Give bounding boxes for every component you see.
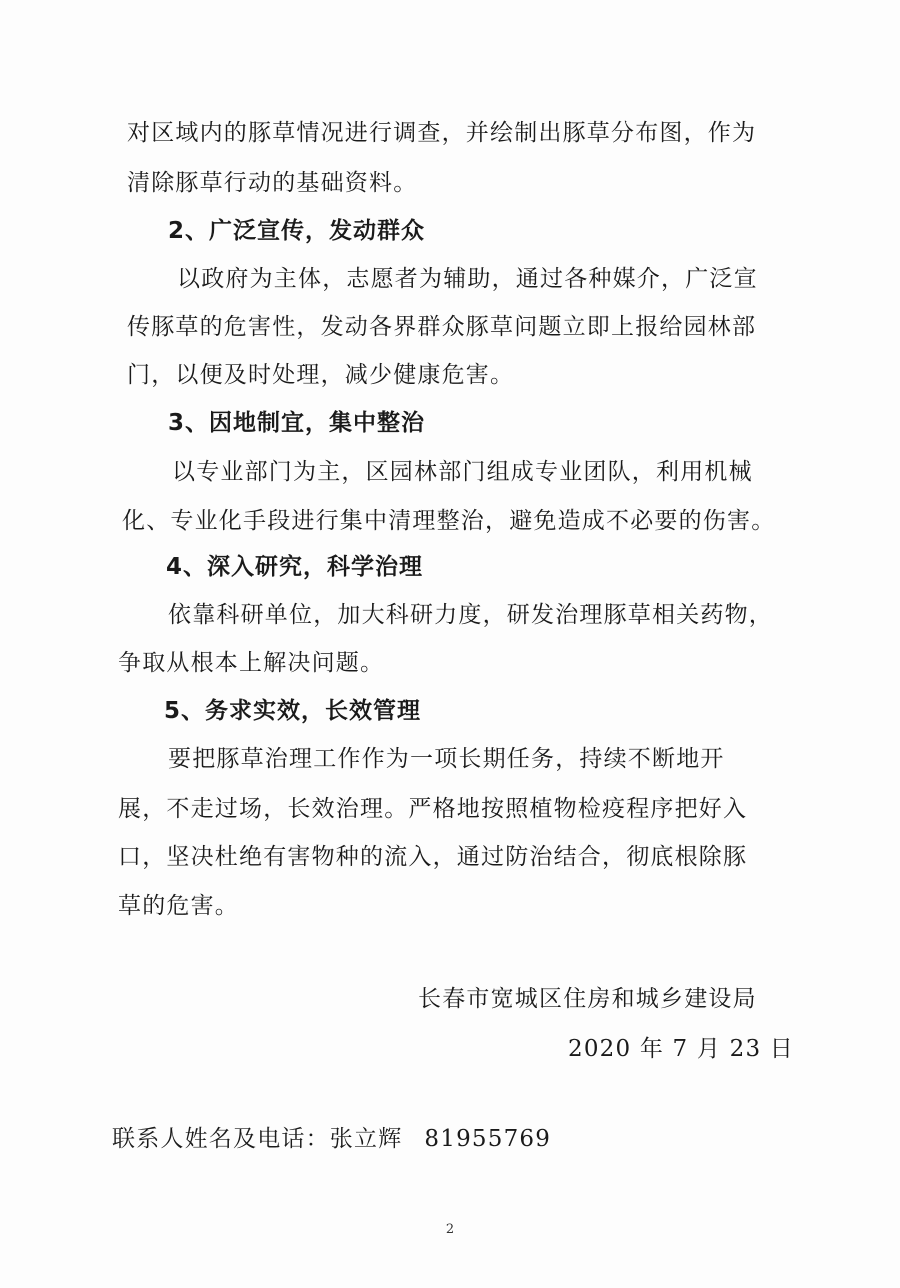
contact-line [112,1124,551,1154]
page-number: 2 [445,1222,455,1237]
paragraph-2-line-3: 门，以便及时处理，减少健康危害。 [127,362,515,388]
contact-label: 联系人姓名及电话：张立辉 [112,1126,403,1152]
paragraph-1-line-1: 对区域内的豚草情况进行调查，并绘制出豚草分布图，作为 [127,120,757,146]
signature-organization: 长春市宽城区住房和城乡建设局 [418,986,757,1012]
paragraph-5-line-3: 口，坚决杜绝有害物种的流入，通过防治结合，彻底根除豚 [118,844,748,870]
section-heading-2: 2、广泛宣传，发动群众 [168,218,426,244]
paragraph-3-line-1: 以专业部门为主，区园林部门组成专业团队，利用机械 [172,459,753,485]
signature-date: 2020 年 7 月 23 日 [568,1036,794,1062]
paragraph-4-line-2: 争取从根本上解决问题。 [118,650,385,676]
paragraph-5-line-4: 草的危害。 [118,893,239,919]
paragraph-5-line-2: 展，不走过场，长效治理。严格地按照植物检疫程序把好入 [118,796,748,822]
section-heading-3: 3、因地制宜，集中整治 [168,410,426,436]
paragraph-5-line-1: 要把豚草治理工作作为一项长期任务，持续不断地开 [168,746,725,772]
paragraph-1-line-2: 清除豚草行动的基础资料。 [127,170,418,196]
section-heading-5: 5、务求实效，长效管理 [164,698,422,724]
section-heading-4: 4、深入研究，科学治理 [166,554,424,580]
contact-phone: 81955769 [424,1126,552,1152]
paragraph-3-line-2: 化、专业化手段进行集中清理整治，避免造成不必要的伤害。 [122,508,776,534]
paragraph-2-line-2: 传豚草的危害性，发动各界群众豚草问题立即上报给园林部 [127,314,757,340]
paragraph-2-line-1: 以政府为主体，志愿者为辅助，通过各种媒介，广泛宣 [177,266,758,292]
paragraph-4-line-1: 依靠科研单位，加大科研力度，研发治理豚草相关药物， [168,602,773,628]
